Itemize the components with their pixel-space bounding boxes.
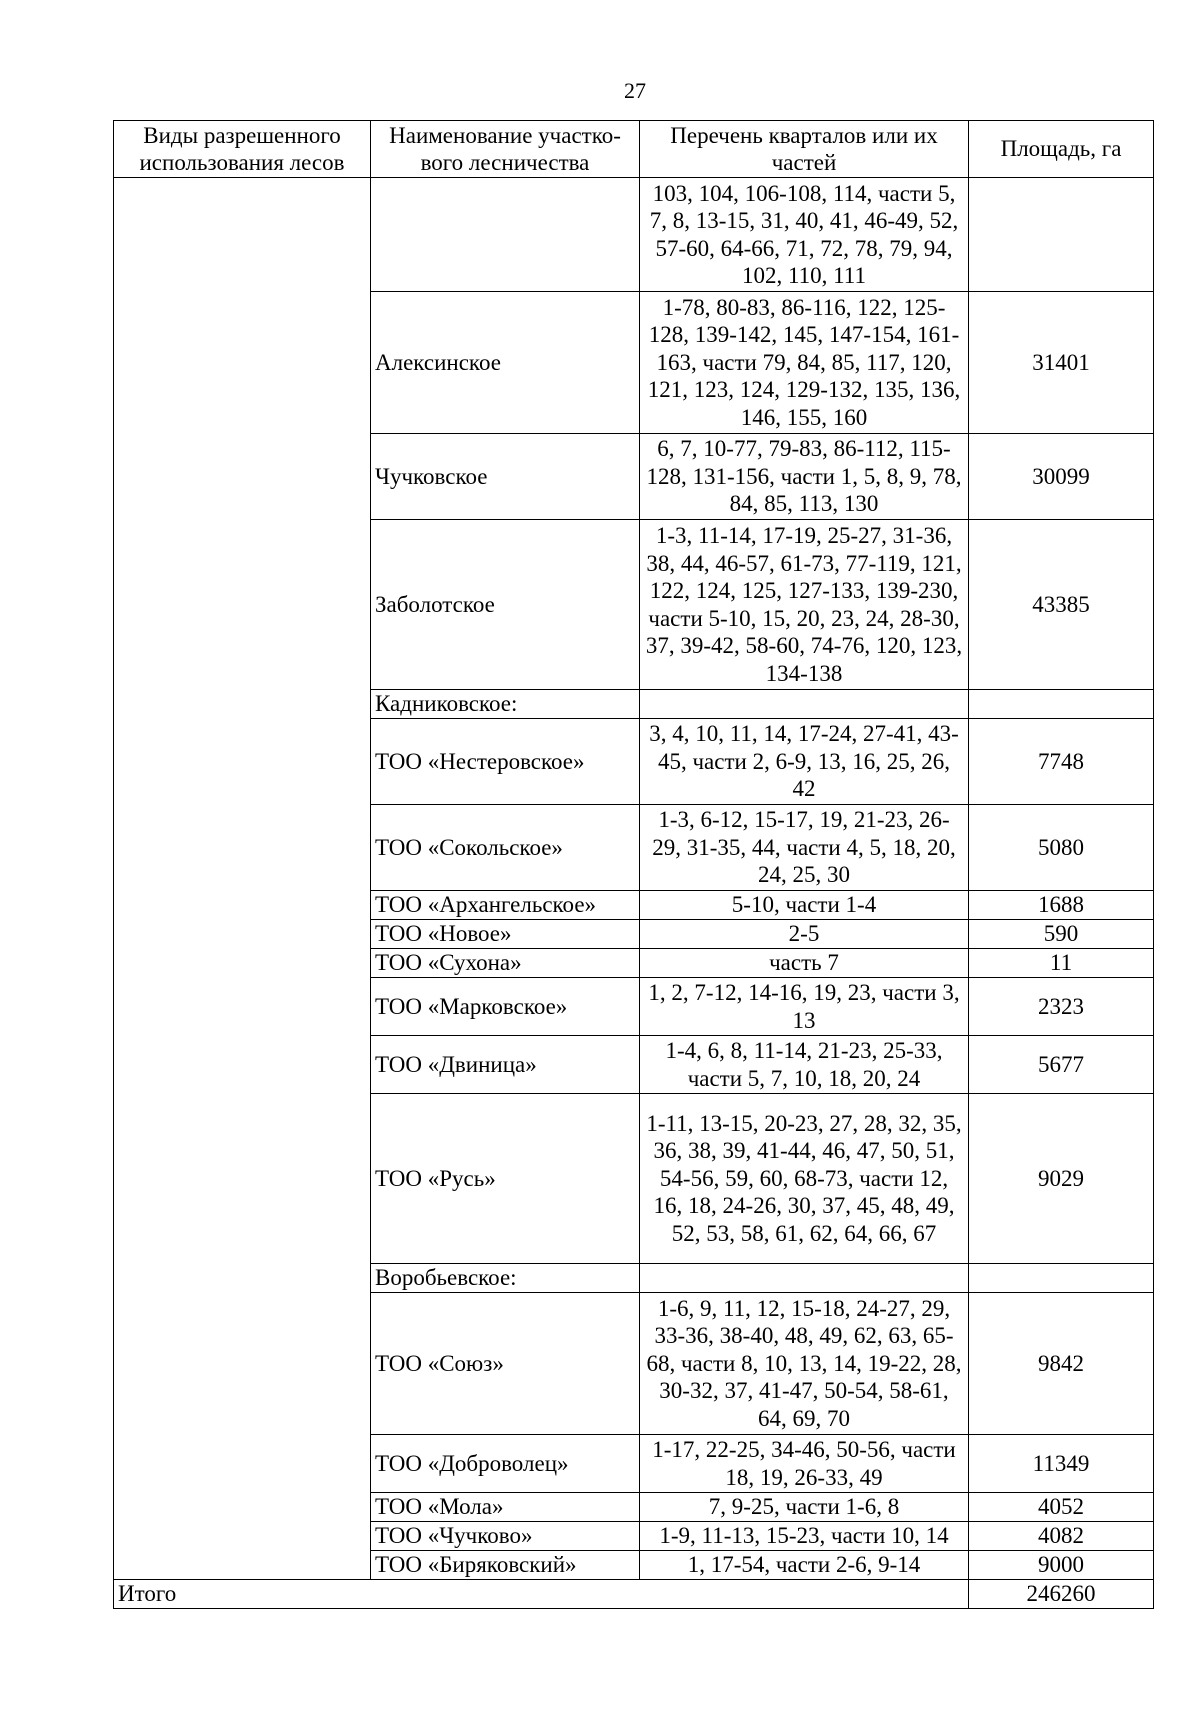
forestry-name-cell: ТОО «Марковское» bbox=[371, 978, 640, 1036]
quarters-cell: 1-3, 11-14, 17-19, 25-27, 31-36, 38, 44, 46-57, 61-73, 77-119, 121, 122, 124, 125, 127-133, 139-230, части 5-10, 15, 20, 23, 24, 28-30, 37, 39-42, 58-60, 74-76, 120, 123, 134-138 bbox=[640, 520, 969, 690]
forestry-name-cell: ТОО «Сокольское» bbox=[371, 805, 640, 891]
quarters-cell: 1-11, 13-15, 20-23, 27, 28, 32, 35, 36, 38, 39, 41-44, 46, 47, 50, 51, 54-56, 59, 60, 68-73, части 12, 16, 18, 24-26, 30, 37, 45, 48, 49, 52, 53, 58, 61, 62, 64, 66, 67 bbox=[640, 1094, 969, 1264]
forestry-name-cell: ТОО «Двиница» bbox=[371, 1036, 640, 1094]
forest-areas-table bbox=[113, 120, 1154, 1609]
area-cell: 31401 bbox=[969, 292, 1154, 434]
area-cell: 5677 bbox=[969, 1036, 1154, 1094]
total-area: 246260 bbox=[969, 1580, 1154, 1609]
usage-type-cell bbox=[114, 178, 371, 1580]
header-usage-type: Виды разрешенного использования лесов bbox=[114, 121, 371, 178]
forestry-name-cell bbox=[371, 178, 640, 292]
quarters-cell: 1-6, 9, 11, 12, 15-18, 24-27, 29, 33-36, 38-40, 48, 49, 62, 63, 65-68, части 8, 10, 13, 14, 19-22, 28, 30-32, 37, 41-47, 50-54, 58-61, 64, 69, 70 bbox=[640, 1293, 969, 1435]
forestry-name-cell: ТОО «Архангельское» bbox=[371, 891, 640, 920]
area-cell: 590 bbox=[969, 920, 1154, 949]
forestry-name-cell: ТОО «Доброволец» bbox=[371, 1435, 640, 1493]
page-number: 27 bbox=[624, 78, 646, 103]
area-cell bbox=[969, 690, 1154, 719]
area-cell: 11349 bbox=[969, 1435, 1154, 1493]
quarters-cell: 1-3, 6-12, 15-17, 19, 21-23, 26-29, 31-35, 44, части 4, 5, 18, 20, 24, 25, 30 bbox=[640, 805, 969, 891]
forestry-name-cell: Заболотское bbox=[371, 520, 640, 690]
quarters-cell: 7, 9-25, части 1-6, 8 bbox=[640, 1493, 969, 1522]
quarters-cell: 1-17, 22-25, 34-46, 50-56, части 18, 19, 26-33, 49 bbox=[640, 1435, 969, 1493]
quarters-cell: 1-78, 80-83, 86-116, 122, 125-128, 139-142, 145, 147-154, 161-163, части 79, 84, 85, 117, 120, 121, 123, 124, 129-132, 135, 136, 146, 155, 160 bbox=[640, 292, 969, 434]
total-label: Итого bbox=[114, 1580, 969, 1609]
quarters-cell: 1, 2, 7-12, 14-16, 19, 23, части 3, 13 bbox=[640, 978, 969, 1036]
area-cell: 4052 bbox=[969, 1493, 1154, 1522]
forestry-name-cell: ТОО «Сухона» bbox=[371, 949, 640, 978]
area-cell: 5080 bbox=[969, 805, 1154, 891]
area-cell: 7748 bbox=[969, 719, 1154, 805]
quarters-cell: 2-5 bbox=[640, 920, 969, 949]
area-cell: 11 bbox=[969, 949, 1154, 978]
quarters-cell: 5-10, части 1-4 bbox=[640, 891, 969, 920]
area-cell: 43385 bbox=[969, 520, 1154, 690]
area-cell: 9029 bbox=[969, 1094, 1154, 1264]
quarters-cell: 1-4, 6, 8, 11-14, 21-23, 25-33, части 5, 7, 10, 18, 20, 24 bbox=[640, 1036, 969, 1094]
forestry-name-cell: ТОО «Нестеровское» bbox=[371, 719, 640, 805]
quarters-cell: 3, 4, 10, 11, 14, 17-24, 27-41, 43-45, части 2, 6-9, 13, 16, 25, 26, 42 bbox=[640, 719, 969, 805]
quarters-cell: часть 7 bbox=[640, 949, 969, 978]
forestry-name-cell: ТОО «Союз» bbox=[371, 1293, 640, 1435]
area-cell: 4082 bbox=[969, 1522, 1154, 1551]
total-row bbox=[114, 1580, 1154, 1609]
quarters-cell bbox=[640, 1264, 969, 1293]
forestry-name-cell: Чучковское bbox=[371, 434, 640, 520]
area-cell: 2323 bbox=[969, 978, 1154, 1036]
area-cell bbox=[969, 1264, 1154, 1293]
forestry-name-cell: ТОО «Чучково» bbox=[371, 1522, 640, 1551]
quarters-cell: 1-9, 11-13, 15-23, части 10, 14 bbox=[640, 1522, 969, 1551]
forestry-name-cell: ТОО «Биряковский» bbox=[371, 1551, 640, 1580]
header-forestry-name: Наименование участко-вого лесничества bbox=[371, 121, 640, 178]
area-cell: 30099 bbox=[969, 434, 1154, 520]
forestry-name-cell: ТОО «Мола» bbox=[371, 1493, 640, 1522]
forestry-name-cell: ТОО «Новое» bbox=[371, 920, 640, 949]
header-area: Площадь, га bbox=[969, 121, 1154, 178]
area-cell bbox=[969, 178, 1154, 292]
quarters-cell: 1, 17-54, части 2-6, 9-14 bbox=[640, 1551, 969, 1580]
quarters-cell bbox=[640, 690, 969, 719]
area-cell: 9842 bbox=[969, 1293, 1154, 1435]
area-cell: 9000 bbox=[969, 1551, 1154, 1580]
table-row bbox=[114, 178, 1154, 292]
table-header-row bbox=[114, 121, 1154, 178]
quarters-cell: 6, 7, 10-77, 79-83, 86-112, 115-128, 131-156, части 1, 5, 8, 9, 78, 84, 85, 113, 130 bbox=[640, 434, 969, 520]
forestry-name-cell: Алексинское bbox=[371, 292, 640, 434]
header-quarters-list: Перечень кварталов или их частей bbox=[640, 121, 969, 178]
forestry-name-cell: Кадниковское: bbox=[371, 690, 640, 719]
forestry-name-cell: ТОО «Русь» bbox=[371, 1094, 640, 1264]
area-cell: 1688 bbox=[969, 891, 1154, 920]
forestry-name-cell: Воробьевское: bbox=[371, 1264, 640, 1293]
quarters-cell: 103, 104, 106-108, 114, части 5, 7, 8, 13-15, 31, 40, 41, 46-49, 52, 57-60, 64-66, 71, 72, 78, 79, 94, 102, 110, 111 bbox=[640, 178, 969, 292]
